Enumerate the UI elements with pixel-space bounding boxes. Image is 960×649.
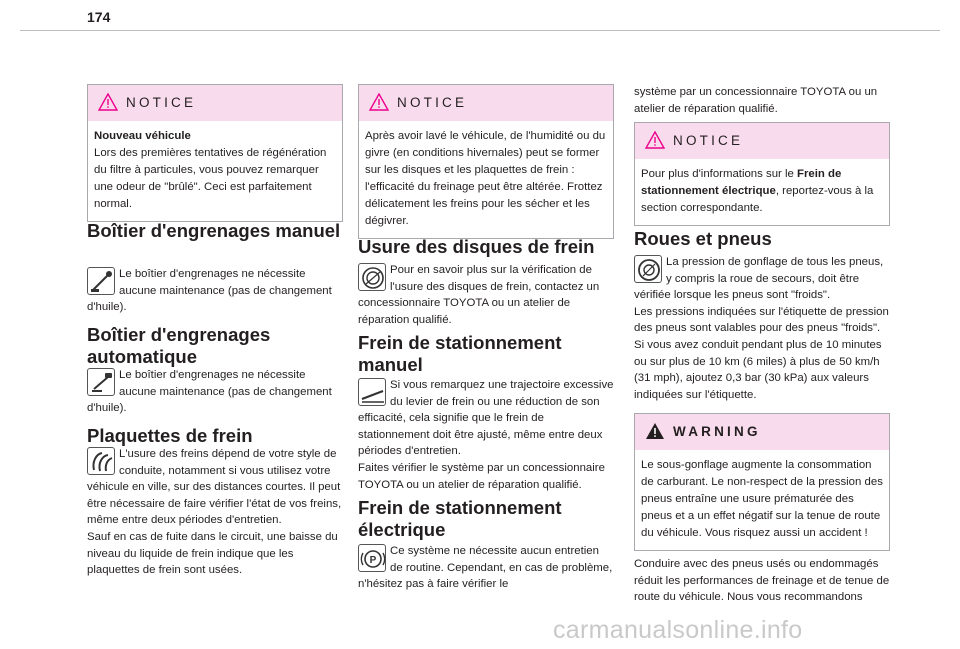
warning-triangle-icon: [98, 93, 118, 111]
notice-box-electric-parking: [634, 122, 890, 226]
warning-box-underinflation: [634, 413, 890, 551]
automatic-gearbox-text: Le boîtier d'engrenages ne nécessite aucune maintenance (pas de changement d'huile).: [87, 369, 332, 415]
notice-text-after: , reportez-vous à la section correspondante.: [641, 185, 874, 214]
closing-text: Conduire avec des pneus usés ou endommagés réduit les performances de freinage et de tenue de route du véhicule. Nous vous recommandons: [634, 558, 890, 604]
heading-manual-parking-brake: Frein de stationnement manuel: [358, 332, 562, 375]
tyres-text-1: La pression de gonflage de tous les pneus, y compris la roue de secours, doit être vérifiée lorsque les pneus sont "froids".: [634, 256, 884, 302]
manual-gearbox-text: Le boîtier d'engrenages ne nécessite aucune maintenance (pas de changement d'huile).: [87, 268, 332, 314]
section-brake-pads: [87, 446, 343, 579]
brake-pads-icon: [87, 447, 115, 475]
section-manual-parking-brake: [358, 377, 614, 493]
manual-parking-brake-text-1: Si vous remarquez une trajectoire excessive du levier de frein ou une réduction de son efficacité, cela signifie que le frein de stationnement doit être ajusté, même entre deux périodes d'entretien.: [358, 379, 614, 458]
warning-header: [635, 414, 889, 450]
heading-automatic-gearbox: Boîtier d'engrenages automatique: [87, 324, 271, 367]
electric-parking-brake-text: Ce système ne nécessite aucun entretien de routine. Cependant, en cas de problème, n'hésitez pas à faire vérifier le: [358, 545, 613, 591]
notice-text: Après avoir lavé le véhicule, de l'humidité ou du givre (en conditions hivernales) peut se former sur les disques et les plaquettes de frein : l'efficacité du freinage peut être altérée. Frottez délicatement les freins pour les sécher et les dégivrer.: [365, 130, 606, 227]
notice-text-before: Pour plus d'informations sur le: [641, 168, 798, 180]
notice-header: [359, 85, 613, 121]
heading-wheels-tyres: Roues et pneus: [634, 228, 772, 249]
brake-pads-text-2: Sauf en cas de fuite dans le circuit, une baisse du niveau du liquide de frein indique que les plaquettes de frein sont usées.: [87, 530, 338, 577]
notice-header: [635, 123, 889, 159]
heading-brake-pads: Plaquettes de frein: [87, 425, 253, 446]
notice-box-regeneration: [87, 84, 343, 222]
warning-title: WARNING: [673, 424, 761, 439]
section-manual-gearbox: [87, 266, 343, 316]
warning-text: Le sous-gonflage augmente la consommation de carburant. Le non-respect de la pression des pneus entraîne une usure prématurée des pneus et a un effet négatif sur la tenue de route du véhicule. Vous risquez aussi un accident !: [641, 459, 883, 539]
section-wheels-tyres: [634, 254, 890, 403]
manual-parking-brake-text-2: Faites vérifier le système par un concessionnaire TOYOTA ou un atelier de réparation qualifié.: [358, 461, 605, 491]
brake-discs-text: Pour en savoir plus sur la vérification de l'usure des disques de frein, contactez un concessionnaire TOYOTA ou un atelier de réparation qualifié.: [358, 264, 600, 326]
warning-triangle-icon: [645, 131, 665, 149]
heading-manual-gearbox: Boîtier d'engrenages manuel: [87, 220, 341, 241]
tyres-text-2: Les pressions indiquées sur l'étiquette de pression des pneus sont valables pour des pneus "froids". Si vous avez conduit pendant plus de 10 minutes ou sur plus de 10 km (6 miles) à plus de 50 km/h (31 mph), ajoutez 0,3 bar (30 kPa) aux valeurs indiquées sur l'étiquette.: [634, 305, 889, 401]
section-brake-discs: [358, 262, 614, 328]
warning-triangle-icon: [645, 422, 665, 440]
svg-text:P: P: [369, 555, 377, 566]
notice-heading: Nouveau véhicule: [94, 130, 191, 142]
brake-disc-icon: [358, 263, 386, 291]
auto-gear-icon: [87, 368, 115, 396]
notice-title: NOTICE: [126, 95, 197, 110]
notice-title: NOTICE: [397, 95, 468, 110]
gear-shift-icon: [87, 267, 115, 295]
electric-parking-icon: [358, 544, 386, 572]
warning-triangle-icon: [369, 93, 389, 111]
notice-text: Lors des premières tentatives de régénération du filtre à particules, vous pouvez remarquer une odeur de "brûlé". Ceci est parfaitement normal.: [94, 147, 327, 210]
notice-box-washing: [358, 84, 614, 239]
tyre-icon: [634, 255, 662, 283]
section-electric-parking-brake: [358, 543, 614, 593]
notice-header: [88, 85, 342, 121]
notice-text-bold: Frein de stationnement électrique: [641, 168, 842, 197]
heading-electric-parking-brake: Frein de stationnement électrique: [358, 497, 562, 540]
watermark: carmanualsonline.info: [553, 616, 803, 644]
handbrake-icon: [358, 378, 386, 406]
continued-text: système par un concessionnaire TOYOTA ou un atelier de réparation qualifié.: [634, 86, 878, 115]
notice-title: NOTICE: [673, 133, 744, 148]
heading-brake-discs: Usure des disques de frein: [358, 236, 595, 257]
section-automatic-gearbox: [87, 367, 343, 417]
brake-pads-text-1: L'usure des freins dépend de votre style de conduite, notamment si vous utilisez votre véhicule en ville, sur des distances courtes. Il peut être nécessaire de faire vérifier l'état de vos freins, même entre deux périodes d'entretien.: [87, 448, 342, 527]
page-number: 174: [87, 9, 111, 25]
top-divider: [20, 30, 940, 31]
